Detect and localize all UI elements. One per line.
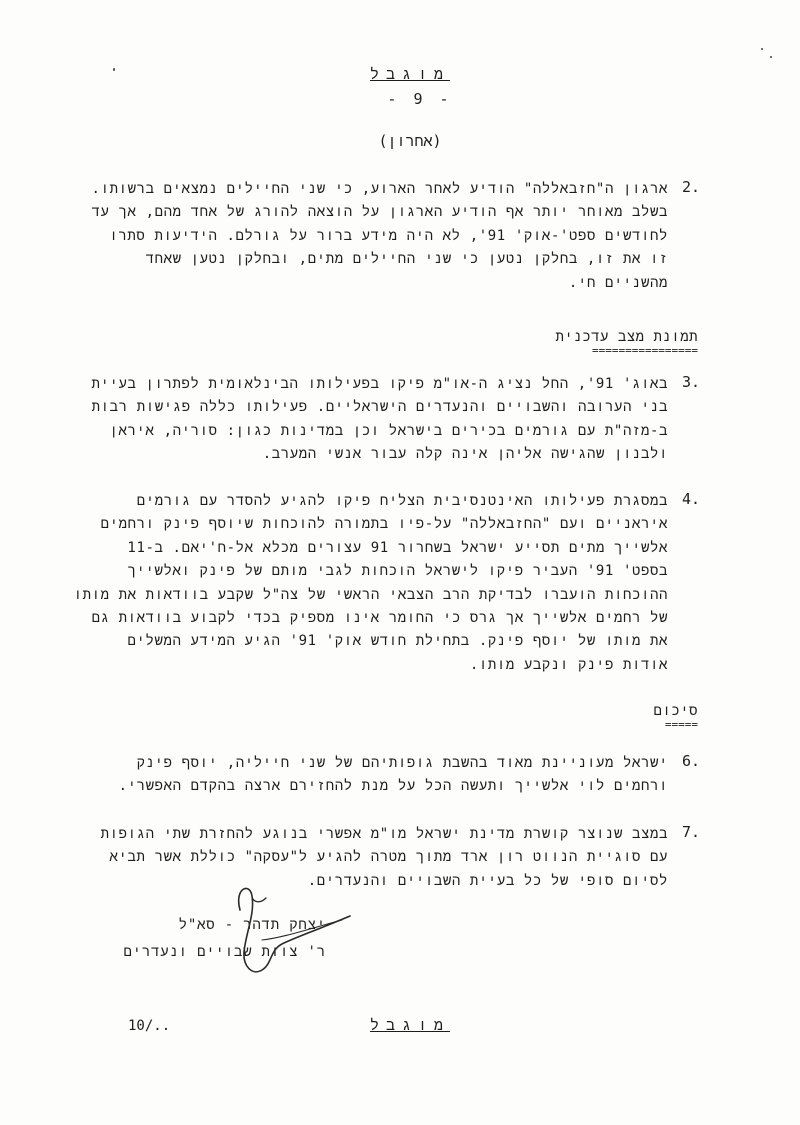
paragraph-line: אודות פינק ונקבע מותו. — [469, 656, 668, 673]
paragraph-6 — [118, 752, 668, 799]
paragraph-7 — [100, 823, 668, 893]
paragraph-number: 3. — [682, 373, 701, 391]
paragraph-line: ולבנון שהגישה אליהן אינה קלה עבור אנשי המערב. — [262, 446, 668, 463]
scan-speck — [770, 56, 772, 58]
paragraph-line: באוג' 91', החל נציג ה-או"מ פיקו בפעילותו הבינלאומית לפתרון בעיית — [91, 376, 668, 392]
next-page-indicator: 10/.. — [128, 1018, 171, 1034]
scan-speck — [761, 48, 763, 50]
paragraph-2 — [91, 178, 668, 295]
section-underline: ================ — [592, 345, 698, 356]
handwritten-signature — [222, 880, 372, 990]
paragraph-line: במצב שנוצר קושרת מדינת ישראל מו"מ אפשרי בנוגע להחזרת שתי הגופות — [100, 826, 668, 842]
paragraph-3 — [91, 373, 668, 467]
header-classification: מוגבל — [369, 65, 450, 83]
paragraph-line: ישראל מעוניינת מאוד בהשבת גופותיהם של שני חייליה, יוסף פינק — [136, 755, 668, 771]
section-underline: ===== — [664, 719, 698, 730]
scan-speck — [113, 68, 115, 71]
signatory-name: יצחק תדהר - סא"ל — [178, 917, 326, 933]
paragraph-line: של רחמים אלשייך אך גרס כי החומר אינו מספיק בכדי לקבוע בוודאות גם — [91, 610, 668, 627]
paragraph-number: 6. — [682, 752, 701, 770]
last-copy-mark: (אחרון) — [378, 132, 442, 150]
paragraph-line: לסיום סופי של כל בעיית השבויים והנעדרים. — [307, 872, 668, 889]
paragraph-line: בספט' 91' העביר פיקו לישראל הוכחות לגבי מותם של פינק ואלשייך — [127, 563, 668, 580]
paragraph-number: 2. — [682, 178, 701, 196]
paragraph-line: אלשייך מתים תסייע ישראל בשחרור 91 עצורים מכלא אל-ח'יאם. ב-11 — [127, 539, 668, 556]
paragraph-line: ורחמים לוי אלשייך ותעשה הכל על מנת להחזירם ארצה בהקדם האפשרי. — [118, 778, 668, 795]
section-title-current-status: תמונת מצב עדכנית — [555, 329, 698, 345]
paragraph-number: 4. — [682, 490, 701, 508]
paragraph-line: ההוכחות הועברו לבדיקת הרב הצבאי הראשי של צה"ל שקבע בוודאות את מותו — [73, 586, 668, 603]
paragraph-line: בשלב מאוחר יותר אף הודיע הארגון על הוצאה להורג של אחד מהם, אך עד — [91, 204, 668, 221]
paragraph-line: מהשניים חי. — [568, 274, 668, 291]
page-number: - 9 - — [387, 90, 453, 108]
paragraph-line: ב-מזה"ת עם גורמים בכירים בישראל וכן במדינות כגון: סוריה, איראן — [109, 422, 668, 439]
signatory-role: ר' צוות שבויים ונעדרים — [123, 944, 326, 960]
paragraph-line: עם סוגיית הנווט רון ארד מתוך מטרה להגיע ל"עסקה" כוללת אשר תביא — [109, 849, 668, 866]
paragraph-4 — [73, 490, 668, 677]
paragraph-line: לחודשים ספט'-אוק' 91', לא היה מידע ברור על גורלם. הידיעות סתרו — [109, 227, 668, 244]
paragraph-line: את מותו של יוסף פינק. בתחילת חודש אוק' 91' הגיע המידע המשלים — [127, 633, 668, 650]
paragraph-line: איראניים ועם "החזבאללה" על-פיו בתמורה להוכחות שיוסף פינק ורחמים — [100, 516, 668, 533]
paragraph-number: 7. — [682, 823, 701, 841]
paragraph-line: במסגרת פעילותו האינטנסיבית הצליח פיקו להגיע להסדר עם גורמים — [136, 493, 668, 509]
paragraph-line: ארגון ה"חזבאללה" הודיע לאחר הארוע, כי שני החיילים נמצאים ברשותו. — [91, 181, 668, 197]
footer-classification: מוגבל — [369, 1016, 450, 1034]
paragraph-line: בני הערובה והשבויים והנעדרים הישראליים. פעילותו כללה פגישות רבות — [91, 399, 668, 416]
paragraph-line: זו את זו, בחלקן נטען כי שני החיילים מתים, ובחלקן נטען שאחד — [145, 251, 668, 268]
section-title-summary: סיכום — [653, 703, 698, 719]
